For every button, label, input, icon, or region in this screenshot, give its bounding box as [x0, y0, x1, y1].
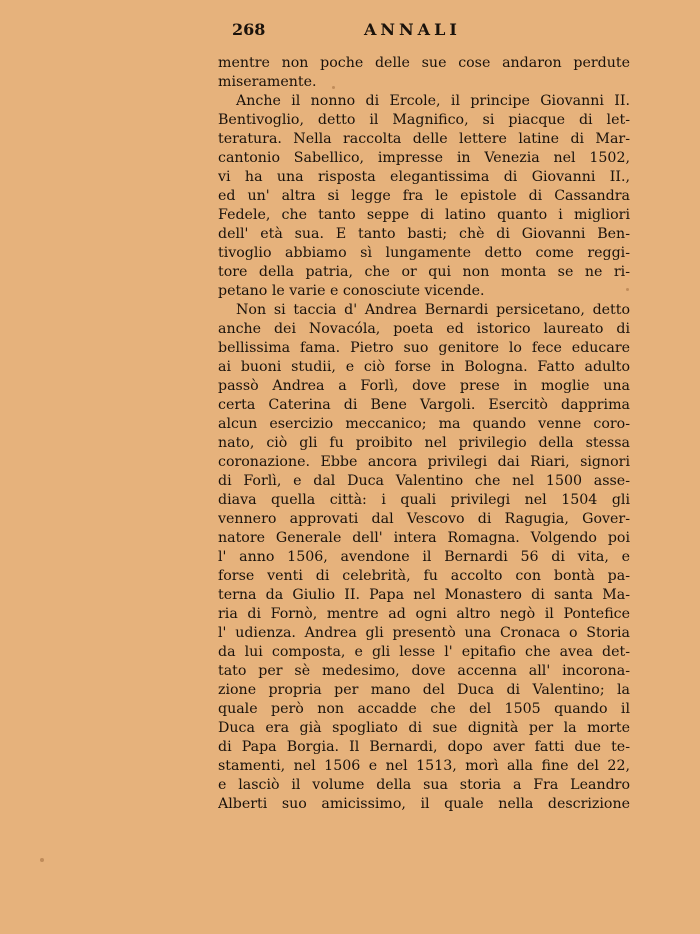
text-line: dell' età sua. E tanto basti; chè di Giovanni Ben-	[218, 226, 630, 242]
text-line: Duca era già spogliato di sue dignità per la morte	[218, 720, 630, 736]
text-line: miseramente.	[218, 74, 317, 90]
text-line: ed un' altra si legge fra le epistole di Cassandra	[218, 188, 630, 204]
text-line: di Forlì, e dal Duca Valentino che nel 1500 asse-	[218, 473, 630, 489]
text-line: Bentivoglio, detto il Magnifico, si piacque di let-	[218, 112, 630, 128]
text-line: mentre non poche delle sue cose andaron perdute	[218, 55, 630, 71]
text-line: diava quella città: i quali privilegi nel 1504 gli	[218, 492, 630, 508]
text-line: di Papa Borgia. Il Bernardi, dopo aver fatti due te-	[218, 739, 630, 755]
text-line: natore Generale dell' intera Romagna. Volgendo poi	[218, 530, 630, 546]
text-line: Alberti suo amicissimo, il quale nella descrizione	[218, 796, 630, 812]
text-line: alcun esercizio meccanico; ma quando venne coro-	[218, 416, 630, 432]
text-line: tato per sè medesimo, dove accenna all' incorona-	[218, 663, 630, 679]
text-line: quale però non accadde che del 1505 quando il	[218, 701, 630, 717]
running-title: ANNALI	[364, 20, 461, 39]
paragraph-first-line: Non si taccia d' Andrea Bernardi persicetano, detto	[236, 302, 630, 318]
ink-speck	[40, 858, 44, 862]
text-line: anche dei Novacóla, poeta ed istorico laureato di	[218, 321, 630, 337]
text-line: stamenti, nel 1506 e nel 1513, morì alla fine del 22,	[218, 758, 630, 774]
text-line: bellissima fama. Pietro suo genitore lo fece educare	[218, 340, 630, 356]
text-line: tore della patria, che or qui non monta se ne ri-	[218, 264, 630, 280]
text-line: teratura. Nella raccolta delle lettere latine di Mar-	[218, 131, 630, 147]
text-line: da lui composta, e gli lesse l' epitafio che avea det-	[218, 644, 630, 660]
text-line: nato, ciò gli fu proibito nel privilegio della stessa	[218, 435, 630, 451]
text-line: zione propria per mano del Duca di Valentino; la	[218, 682, 630, 698]
text-line: ria di Fornò, mentre ad ogni altro negò il Pontefice	[218, 606, 630, 622]
page-number: 268	[232, 20, 266, 39]
text-line: l' udienza. Andrea gli presentò una Cronaca o Storia	[218, 625, 630, 641]
text-line: coronazione. Ebbe ancora privilegi dai Riari, signori	[218, 454, 630, 470]
ink-speck	[626, 288, 629, 291]
running-head	[232, 20, 632, 44]
text-line: Fedele, che tanto seppe di latino quanto i migliori	[218, 207, 630, 223]
text-line: petano le varie e conosciute vicende.	[218, 283, 485, 299]
text-line: vi ha una risposta elegantissima di Giovanni II.,	[218, 169, 630, 185]
text-line: cantonio Sabellico, impresse in Venezia nel 1502,	[218, 150, 630, 166]
body-text	[218, 54, 630, 814]
text-line: forse venti di celebrità, fu accolto con bontà pa-	[218, 568, 630, 584]
text-line: e lasciò il volume della sua storia a Fra Leandro	[218, 777, 630, 793]
text-line: ai buoni studii, e ciò forse in Bologna. Fatto adulto	[218, 359, 630, 375]
text-line: terna da Giulio II. Papa nel Monastero di santa Ma-	[218, 587, 630, 603]
text-line: passò Andrea a Forlì, dove prese in moglie una	[218, 378, 630, 394]
text-line: certa Caterina di Bene Vargoli. Esercitò dapprima	[218, 397, 630, 413]
paragraph-first-line: Anche il nonno di Ercole, il principe Giovanni II.	[236, 93, 630, 109]
text-line: vennero approvati dal Vescovo di Ragugia, Gover-	[218, 511, 630, 527]
text-line: l' anno 1506, avendone il Bernardi 56 di vita, e	[218, 549, 630, 565]
text-line: tivoglio abbiamo sì lungamente detto come reggi-	[218, 245, 630, 261]
ink-speck	[332, 86, 335, 89]
